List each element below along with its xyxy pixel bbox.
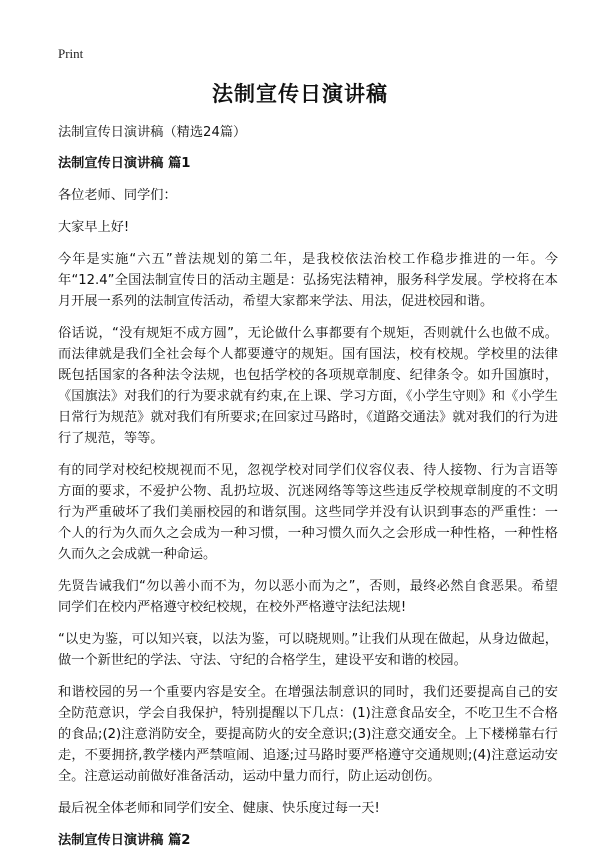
paragraph: 俗话说，“没有规矩不成方圆”，无论做什么事都要有个规矩，否则就什么也做不成。而法律就是我们全社会每个人都要遵守的规矩。国有国法，校有校规。学校里的法律既包括国家的各种法令法规，也包括学校的各项规章制度、纪律条令。如升国旗时，《国旗法》对我们的行为要求就有约束,在上课、学习方面，《小学生守则》和《小学生日常行为规范》就对我们有所要求;在回家过马路时，《道路交通法》就对我们的行为进行了规范，等等。 — [58, 326, 558, 446]
paragraph: 今年是实施“六五”普法规划的第二年，是我校依法治校工作稳步推进的一年。今年“12.4”全国法制宣传日的活动主题是：弘扬宪法精神，服务科学发展。学校将在本月开展一系列的法制宣传活动，希望大家都来学法、用法，促进校园和谐。 — [58, 252, 558, 309]
paragraph: 大家早上好! — [58, 220, 130, 235]
document-body — [58, 122, 558, 862]
paragraph: 有的同学对校纪校规视而不见，忽视学校对同学们仪容仪表、待人接物、行为言语等方面的要求，不爱护公物、乱扔垃圾、沉迷网络等等这些违反学校规章制度的不文明行为严重破坏了我们美丽校园的和谐氛围。这些同学并没有认识到事态的严重性：一个人的行为久而久之会成为一种习惯，一种习惯久而久之会形成一种性格，一种性格久而久之会成就一种命运。 — [58, 463, 558, 562]
page-title: 法制宣传日演讲稿 — [212, 82, 388, 106]
paragraph: 和谐校园的另一个重要内容是安全。在增强法制意识的同时，我们还要提高自己的安全防范意识，学会自我保护，特别提醒以下几点：(1)注意食品安全，不吃卫生不合格的食品;(2)注意消防安全，要提高防火的安全意识;(3)注意交通安全。上下楼梯靠右行走，不要拥挤,教学楼内严禁喧闹、追逐;过马路时要严格遵守交通规则;(4)注意运动安全。注意运动前做好准备活动，运动中量力而行，防止运动创伤。 — [58, 685, 558, 784]
paragraph: 各位老师、同学们： — [58, 188, 177, 203]
section-heading: 法制宣传日演讲稿 篇1 — [58, 156, 191, 171]
paragraph: 最后祝全体老师和同学们安全、健康、快乐度过每一天! — [58, 801, 380, 816]
paragraph: “以史为鉴，可以知兴衰，以法为鉴，可以晓规则。”让我们从现在做起，从身边做起，做一个新世纪的学法、守法、守纪的合格学生，建设平安和谐的校园。 — [58, 632, 558, 668]
document-subtitle: 法制宣传日演讲稿（精选24篇） — [58, 125, 247, 140]
print-link[interactable]: Print — [58, 46, 84, 61]
paragraph: 先贤告诫我们“勿以善小而不为，勿以恶小而为之”，否则，最终必然自食恶果。希望同学们在校内严格遵守校纪校规，在校外严格遵守法纪法规! — [58, 579, 558, 615]
section-heading: 法制宣传日演讲稿 篇2 — [58, 833, 191, 848]
